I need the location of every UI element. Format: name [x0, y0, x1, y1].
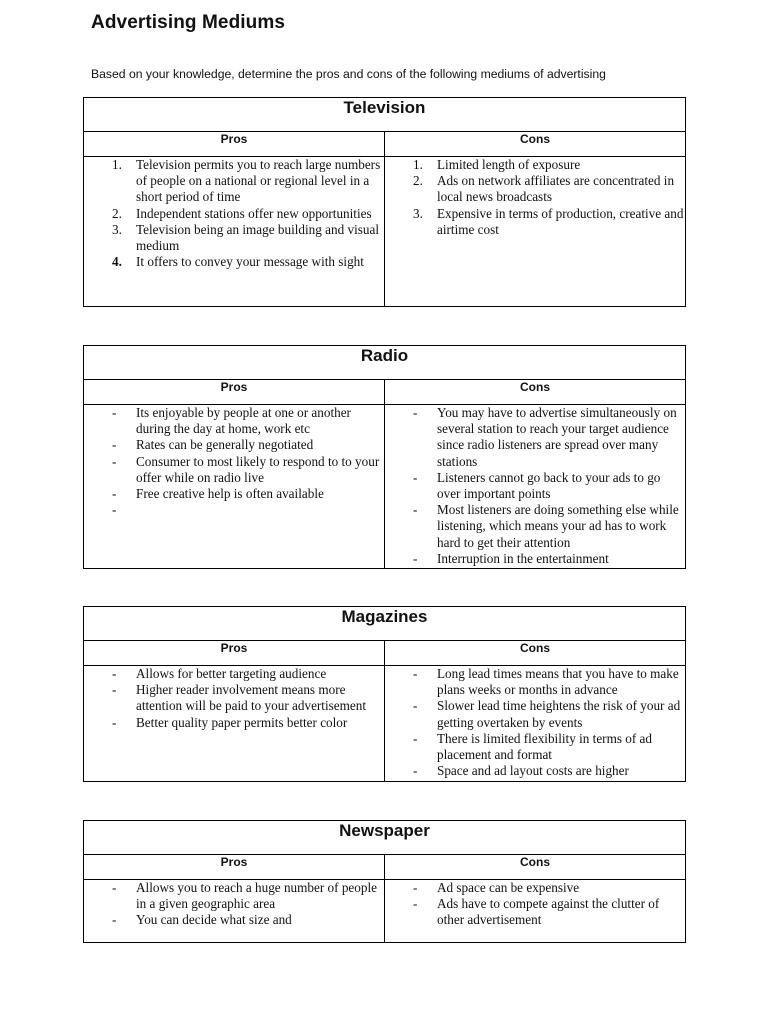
list-item	[84, 715, 384, 731]
list-item-text: Allows you to reach a huge number of people in a given geographic area	[136, 880, 377, 912]
list-item	[385, 206, 685, 238]
list-item-text: Ad space can be expensive	[437, 880, 580, 895]
list-marker: -	[112, 880, 117, 895]
list-item-text: Television being an image building and visual medium	[136, 221, 379, 254]
magazines-cons-cell	[385, 666, 686, 782]
list-marker: 3.	[413, 205, 423, 221]
list-marker: -	[112, 666, 117, 681]
radio-cons-list	[385, 405, 685, 567]
list-item	[84, 437, 384, 453]
list-item	[84, 666, 384, 682]
list-item-text: Its enjoyable by people at one or another during the day at home, work etc	[136, 405, 351, 437]
list-item-text: Consumer to most likely to respond to to your offer while on radio live	[136, 453, 380, 485]
list-item	[385, 666, 685, 698]
newspaper-cons-header: Cons	[385, 855, 686, 880]
list-item	[84, 912, 384, 928]
list-item	[385, 551, 685, 567]
list-marker: -	[112, 714, 117, 730]
list-item-text: Space and ad layout costs are higher	[437, 763, 629, 779]
list-marker: -	[413, 502, 418, 518]
radio-cons-header: Cons	[385, 380, 686, 405]
list-item-text: You can decide what size and	[136, 912, 292, 928]
list-item-text: Listeners cannot go back to your ads to go over important points	[437, 469, 661, 502]
newspaper-heading: Newspaper	[84, 821, 686, 855]
list-item-text: Rates can be generally negotiated	[136, 437, 314, 453]
list-item	[385, 502, 685, 551]
list-item	[385, 731, 685, 763]
list-marker: -	[413, 666, 418, 681]
list-item-text: Expensive in terms of production, creative and airtime cost	[437, 205, 684, 237]
radio-pros-list	[84, 405, 384, 518]
list-item	[84, 454, 384, 486]
list-item-text: Better quality paper permits better color	[136, 714, 348, 730]
list-item	[385, 470, 685, 502]
television-pros-cell	[84, 157, 385, 307]
list-marker: -	[112, 682, 117, 698]
list-marker: -	[112, 912, 117, 928]
list-marker: -	[413, 405, 418, 420]
list-item	[84, 206, 384, 222]
newspaper-table	[83, 820, 686, 943]
list-item-text: Most listeners are doing something else while listening, which means your ad has to work hard to get their attention	[437, 502, 679, 550]
list-item-text: Free creative help is often available	[136, 486, 324, 502]
list-item	[84, 880, 384, 912]
television-cons-cell	[385, 157, 686, 307]
list-item	[385, 698, 685, 730]
television-heading: Television	[84, 98, 686, 132]
page-title: Advertising Mediums	[91, 12, 286, 33]
list-item	[385, 896, 685, 928]
newspaper-cons-list	[385, 880, 685, 929]
list-marker: -	[413, 730, 418, 746]
magazines-cons-header: Cons	[385, 641, 686, 666]
list-item	[84, 486, 384, 502]
list-item	[385, 405, 685, 470]
list-marker: 2.	[112, 205, 122, 221]
intro-text: Based on your knowledge, determine the pros and cons of the following mediums of advertising	[91, 67, 606, 81]
radio-cons-cell	[385, 405, 686, 569]
list-marker: -	[112, 405, 117, 420]
television-pros-list	[84, 157, 384, 270]
radio-pros-cell	[84, 405, 385, 569]
list-item-text: You may have to advertise simultaneously on several station to reach your target audience since radio listeners are spread over many stations	[437, 405, 677, 469]
radio-pros-header: Pros	[84, 380, 385, 405]
list-marker: 1.	[413, 157, 423, 172]
magazines-pros-header: Pros	[84, 641, 385, 666]
list-item-text: Ads have to compete against the clutter of other advertisement	[437, 896, 660, 928]
magazines-table	[83, 606, 686, 782]
radio-heading: Radio	[84, 346, 686, 380]
list-item-text: Television permits you to reach large numbers of people on a national or regional level in a short period of time	[136, 157, 381, 205]
magazines-cons-list	[385, 666, 685, 779]
list-item-text: It offers to convey your message with sight	[136, 254, 364, 270]
list-marker: -	[413, 698, 418, 714]
radio-table	[83, 345, 686, 569]
list-marker: 4.	[112, 254, 122, 270]
list-marker: -	[413, 896, 418, 912]
list-marker: -	[112, 486, 117, 502]
list-item	[84, 405, 384, 437]
list-item-text: Slower lead time heightens the risk of your ad getting overtaken by events	[437, 698, 681, 730]
magazines-heading: Magazines	[84, 607, 686, 641]
list-item-text: Limited length of exposure	[437, 157, 581, 172]
list-item-text: Ads on network affiliates are concentrated in local news broadcasts	[437, 173, 675, 205]
television-table	[83, 97, 686, 307]
list-item-text: Independent stations offer new opportunities	[136, 205, 372, 221]
newspaper-pros-cell	[84, 880, 385, 943]
television-pros-header: Pros	[84, 132, 385, 157]
list-item-text: Interruption in the entertainment	[437, 550, 609, 566]
list-item-text: Higher reader involvement means more attention will be paid to your advertisement	[136, 682, 366, 714]
list-marker: -	[112, 453, 117, 469]
list-marker: -	[413, 763, 418, 779]
list-marker: -	[413, 880, 418, 895]
newspaper-pros-header: Pros	[84, 855, 385, 880]
list-marker: 3.	[112, 221, 122, 237]
list-item	[385, 880, 685, 896]
list-marker: -	[413, 550, 418, 566]
newspaper-pros-list	[84, 880, 384, 929]
list-item-text: Allows for better targeting audience	[136, 666, 327, 681]
list-item-text: There is limited flexibility in terms of ad placement and format	[437, 730, 652, 763]
list-marker: -	[112, 502, 117, 518]
television-cons-header: Cons	[385, 132, 686, 157]
list-item	[84, 682, 384, 714]
television-cons-list	[385, 157, 685, 238]
list-item	[385, 157, 685, 173]
list-item	[84, 254, 384, 270]
list-marker: 1.	[112, 157, 122, 172]
magazines-pros-cell	[84, 666, 385, 782]
newspaper-cons-cell	[385, 880, 686, 943]
magazines-pros-list	[84, 666, 384, 731]
list-item	[385, 173, 685, 205]
list-item	[84, 157, 384, 206]
list-item	[84, 222, 384, 254]
list-marker: -	[112, 437, 117, 453]
list-marker: 2.	[413, 173, 423, 189]
list-item-text: Long lead times means that you have to make plans weeks or months in advance	[437, 666, 679, 698]
list-item	[385, 763, 685, 779]
list-marker: -	[413, 469, 418, 485]
